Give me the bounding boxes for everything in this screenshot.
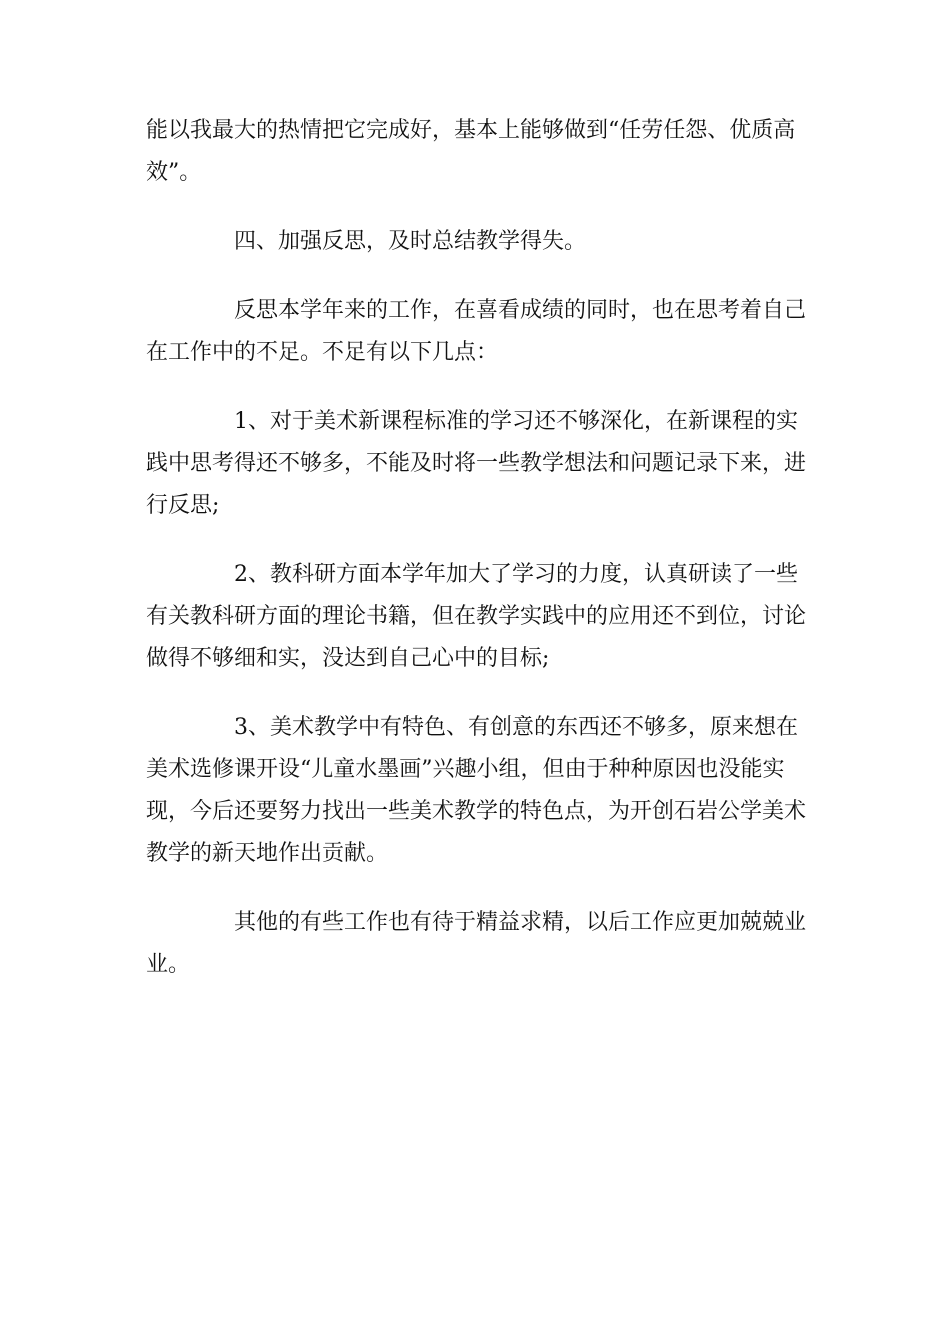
paragraph-reflection-intro: 反思本学年来的工作，在喜看成绩的同时，也在思考着自己在工作中的不足。不足有以下几点： — [146, 298, 807, 365]
paragraph-continuation: 能以我最大的热情把它完成好，基本上能够做到“任劳任怨、优质高效”。 — [146, 118, 796, 185]
list-item-2: 2、教科研方面本学年加大了学习的力度，认真研读了一些有关教科研方面的理论书籍，但在教学实践中的应用还不到位，讨论做得不够细和实，没达到自己心中的目标; — [146, 562, 807, 671]
list-item-3: 3、美术教学中有特色、有创意的东西还不够多，原来想在美术选修课开设“儿童水墨画”兴趣小组，但由于种种原因也没能实现，今后还要努力找出一些美术教学的特色点，为开创石岩公学美术教学的新天地作出贡献。 — [146, 715, 807, 866]
document-body — [146, 110, 806, 1013]
paragraph-closing: 其他的有些工作也有待于精益求精，以后工作应更加兢兢业业。 — [146, 910, 807, 977]
section-heading-reflection: 四、加强反思，及时总结教学得失。 — [234, 229, 587, 254]
list-item-1: 1、对于美术新课程标准的学习还不够深化，在新课程的实践中思考得还不够多，不能及时将一些教学想法和问题记录下来，进行反思; — [146, 409, 807, 518]
